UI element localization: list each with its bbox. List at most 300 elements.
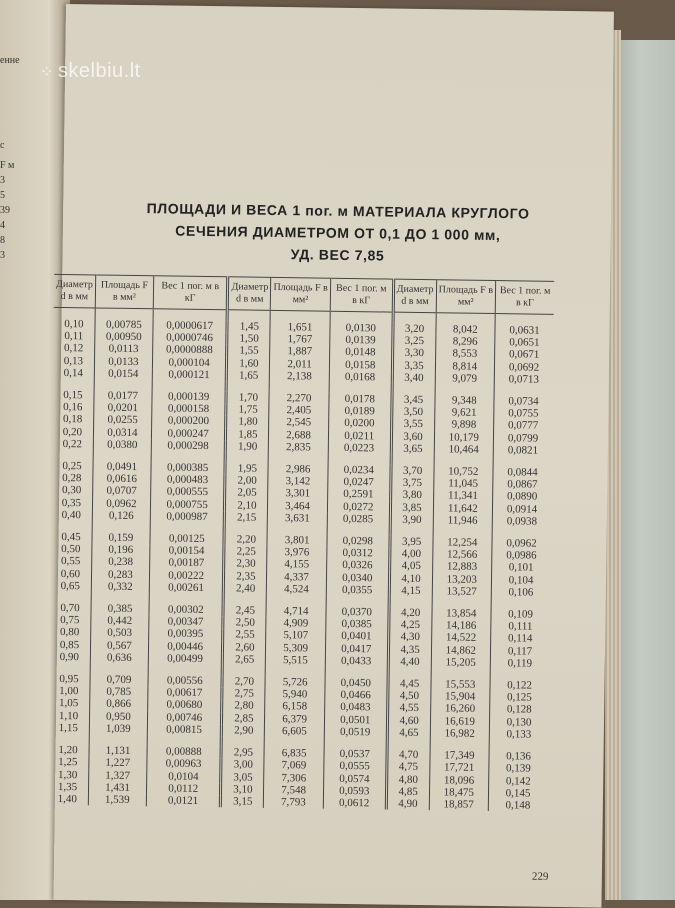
- cell-diameter: 1,20: [58, 744, 78, 757]
- cell-diameter: 3,65: [391, 442, 434, 455]
- cell-diameter: 3,95: [390, 536, 433, 549]
- cell-diameter: 1,55: [227, 345, 270, 358]
- cell-area: 4,909: [266, 617, 326, 630]
- cell-diameter: 0,40: [61, 508, 82, 522]
- cell-diameter: 0,80: [59, 626, 80, 639]
- cell-area: 5,309: [266, 642, 326, 655]
- spacer-cell: [393, 312, 436, 323]
- left-page-fragment: 5: [0, 190, 5, 201]
- cell-weight: 0,0417: [325, 642, 388, 655]
- cell-weight: 0,0555: [324, 760, 387, 773]
- title-line-1: ПЛОЩАДИ И ВЕСА 1 пог. м МАТЕРИАЛА КРУГЛОГО: [146, 200, 530, 222]
- spacer-cell: [390, 526, 433, 537]
- cell-weight: 0,109: [491, 608, 550, 621]
- cell-diameter: 0,10: [64, 318, 84, 331]
- cell-area: 16,619: [430, 715, 490, 728]
- cell-area: 1,227: [89, 757, 147, 770]
- cell-diameter: 0,50: [61, 543, 81, 556]
- cell-area: 0,0133: [94, 355, 152, 368]
- cell-weight: 0,00746: [147, 711, 222, 724]
- cell-area: 17,721: [429, 761, 489, 774]
- cell-weight: 0,0234: [328, 464, 391, 477]
- spacer-cell: [53, 379, 95, 390]
- cell-diameter: 0,12: [63, 342, 84, 355]
- cell-diameter: 1,50: [227, 332, 270, 345]
- cell-diameter: 0,16: [63, 401, 83, 414]
- header-area: Площадь F в мм²: [95, 275, 154, 309]
- header-weight: Вес 1 пог. м в кГ: [153, 276, 228, 310]
- cell-area: 8,553: [435, 348, 495, 361]
- cell-diameter: 4,45: [388, 678, 431, 691]
- cell-weight: 0,0537: [324, 748, 387, 761]
- header-weight: Вес 1 пог. м в кГ: [330, 278, 393, 312]
- left-page-fragment: 8: [0, 235, 5, 246]
- cell-area: 1,651: [270, 321, 330, 334]
- cell-diameter: 4,10: [389, 572, 432, 585]
- cell-weight: 0,119: [490, 657, 549, 670]
- cell-diameter: 0,30: [61, 484, 82, 497]
- cell-diameter: 4,90: [386, 797, 429, 810]
- cell-area: 9,898: [434, 419, 494, 432]
- cell-area: 6,605: [265, 725, 325, 738]
- cell-area: 0,785: [90, 686, 148, 699]
- cell-diameter: 3,35: [392, 359, 435, 372]
- spacer-cell: [50, 592, 92, 603]
- cell-diameter: 2,15: [225, 511, 268, 524]
- cell-weight: 0,101: [492, 561, 551, 574]
- cell-diameter: 1,25: [58, 756, 78, 769]
- cell-area: 14,862: [431, 644, 491, 657]
- cell-weight: 0,0223: [328, 442, 391, 455]
- cell-diameter: 0,95: [59, 673, 79, 686]
- cell-area: 3,301: [268, 487, 328, 500]
- cell-area: 3,631: [268, 512, 328, 525]
- cell-weight: 0,00680: [148, 699, 223, 712]
- cell-weight: 0,130: [490, 716, 549, 729]
- cell-area: 5,515: [266, 654, 326, 667]
- cell-weight: 0,0821: [493, 444, 552, 457]
- cell-weight: 0,0671: [495, 348, 554, 361]
- left-page-fragment: 4: [0, 220, 5, 231]
- cell-weight: 0,0200: [328, 417, 391, 430]
- cell-weight: 0,00888: [147, 745, 222, 758]
- cell-weight: 0,0285: [327, 513, 390, 526]
- cell-weight: 0,000298: [151, 439, 226, 452]
- cell-weight: 0,00222: [149, 569, 224, 582]
- cell-weight: 0,0938: [492, 515, 551, 528]
- cell-weight: 0,000987: [150, 510, 225, 523]
- cell-diameter: 3,15: [221, 795, 264, 808]
- cell-weight: 0,000385: [151, 461, 226, 474]
- cell-weight: 0,0734: [494, 395, 553, 408]
- cell-area: 2,545: [269, 416, 329, 429]
- cell-weight: 0,0211: [328, 429, 391, 442]
- spacer-cell: [48, 734, 90, 745]
- cell-area: 14,186: [431, 619, 491, 632]
- cell-weight: 0,0844: [493, 466, 552, 479]
- cell-diameter: 4,40: [388, 655, 431, 668]
- cell-diameter: 2,60: [223, 641, 266, 654]
- cell-weight: 0,114: [491, 632, 550, 645]
- cell-area: 13,854: [431, 607, 491, 620]
- cell-diameter: 4,60: [387, 714, 430, 727]
- cell-area: 2,688: [269, 428, 329, 441]
- cell-diameter: 0,35: [61, 496, 82, 509]
- cell-diameter: 3,60: [391, 430, 434, 443]
- cell-area: 0,196: [92, 544, 150, 557]
- cell-weight: 0,00815: [147, 723, 222, 736]
- cell-area: 8,814: [435, 360, 495, 373]
- cell-diameter: 2,20: [224, 533, 267, 546]
- cell-area: 13,203: [432, 573, 492, 586]
- cell-area: 9,079: [435, 372, 495, 385]
- cell-diameter: 2,35: [224, 570, 267, 583]
- cell-weight: 0,117: [491, 645, 550, 658]
- cell-weight: 0,00125: [150, 532, 225, 545]
- cell-area: 18,475: [429, 786, 489, 799]
- cell-diameter: 1,90: [226, 440, 269, 453]
- cell-diameter: 4,30: [388, 631, 431, 644]
- cell-weight: 0,00556: [148, 674, 223, 687]
- cell-weight: 0,0272: [327, 500, 390, 513]
- cell-diameter: 4,05: [389, 560, 432, 573]
- cell-diameter: 2,75: [222, 688, 265, 701]
- cell-area: 4,524: [267, 583, 327, 596]
- cell-diameter: 2,40: [224, 582, 267, 595]
- cell-area: 0,0491: [93, 460, 151, 473]
- spacer-cell: [223, 665, 266, 676]
- header-diameter: Диаметр d в мм: [228, 277, 271, 311]
- cell-area: 11,946: [433, 514, 493, 527]
- cell-area: 0,332: [91, 580, 149, 593]
- cell-diameter: 3,85: [390, 501, 433, 514]
- cell-weight: 0,0168: [329, 371, 392, 384]
- cell-area: 12,254: [432, 536, 492, 549]
- cell-area: 18,096: [429, 774, 489, 787]
- cell-weight: 0,0312: [327, 547, 390, 560]
- cell-weight: 0,0501: [324, 713, 387, 726]
- cell-diameter: 4,50: [387, 690, 430, 703]
- cell-weight: 0,0593: [323, 784, 386, 797]
- cell-diameter: 2,80: [222, 700, 265, 713]
- cell-area: 10,179: [434, 431, 494, 444]
- cell-diameter: 1,40: [57, 792, 78, 806]
- cell-diameter: 0,25: [62, 460, 82, 473]
- cell-area: 0,0380: [93, 438, 151, 451]
- cell-diameter: 1,70: [226, 391, 269, 404]
- cell-weight: 0,00617: [148, 686, 223, 699]
- cell-diameter: 4,20: [389, 607, 432, 620]
- cell-diameter: 3,20: [393, 323, 436, 336]
- cell-weight: 0,0713: [494, 373, 553, 386]
- cell-area: 15,904: [430, 690, 490, 703]
- cell-area: 0,950: [89, 710, 147, 723]
- cell-weight: 0,0914: [493, 503, 552, 516]
- cell-diameter: 0,28: [62, 472, 82, 485]
- cell-weight: 0,000483: [151, 473, 226, 486]
- cell-diameter: 2,85: [222, 712, 265, 725]
- cell-weight: 0,0867: [493, 478, 552, 491]
- table-body: [47, 307, 554, 812]
- cell-weight: 0,0000888: [153, 344, 228, 357]
- spacer-cell: [224, 594, 267, 605]
- title-line-2: СЕЧЕНИЯ ДИАМЕТРОМ ОТ 0,1 ДО 1 000 мм,: [175, 222, 501, 244]
- cell-weight: 0,000755: [150, 498, 225, 511]
- cell-area: 0,0113: [94, 343, 152, 356]
- cell-weight: 0,000121: [152, 368, 227, 381]
- cell-weight: 0,0326: [326, 559, 389, 572]
- cell-area: 12,883: [432, 561, 492, 574]
- spacer-cell: [388, 668, 431, 679]
- spacer-cell: [225, 523, 268, 534]
- cell-area: 0,709: [90, 673, 148, 686]
- cell-area: 0,0177: [94, 389, 152, 402]
- table-title: [102, 197, 573, 270]
- cell-weight: 0,104: [492, 574, 551, 587]
- cell-diameter: 4,00: [389, 548, 432, 561]
- cell-diameter: 4,80: [386, 773, 429, 786]
- cell-weight: 0,0466: [325, 689, 388, 702]
- cell-weight: 0,142: [489, 774, 548, 787]
- cell-weight: 0,00261: [149, 581, 224, 594]
- cell-area: 5,107: [266, 629, 326, 642]
- data-table: [47, 274, 554, 812]
- left-page-fragment: 39: [0, 205, 10, 216]
- cell-diameter: 0,13: [63, 354, 84, 367]
- cell-area: 3,142: [268, 475, 328, 488]
- header-weight: Вес 1 пог. м в кГ: [495, 281, 554, 315]
- cell-area: 7,069: [264, 759, 324, 772]
- cell-diameter: 1,85: [226, 428, 269, 441]
- cell-area: 13,527: [432, 585, 492, 598]
- cell-weight: 0,106: [491, 586, 550, 599]
- spacer-cell: [95, 308, 153, 319]
- cell-area: 7,548: [264, 784, 324, 797]
- cell-weight: 0,0483: [324, 701, 387, 714]
- cell-diameter: 1,10: [58, 709, 79, 722]
- cell-weight: 0,0139: [330, 334, 393, 347]
- cell-weight: 0,0986: [492, 549, 551, 562]
- cell-diameter: 2,65: [223, 653, 266, 666]
- cell-diameter: 1,15: [58, 721, 79, 735]
- cell-weight: 0,0962: [492, 537, 551, 550]
- cell-diameter: 0,75: [60, 614, 80, 627]
- cell-area: 18,857: [429, 798, 489, 811]
- cell-area: 2,405: [269, 404, 329, 417]
- spacer-cell: [222, 736, 265, 747]
- cell-weight: 0,00963: [147, 758, 222, 771]
- cell-area: 8,042: [435, 323, 495, 336]
- left-page-fragment: 3: [0, 175, 5, 186]
- cell-area: 0,0314: [93, 426, 151, 439]
- cell-weight: 0,0692: [495, 361, 554, 374]
- cell-diameter: 2,30: [224, 558, 267, 571]
- cell-diameter: 2,05: [225, 487, 268, 500]
- cell-diameter: 4,35: [388, 643, 431, 656]
- cell-diameter: 0,65: [60, 579, 81, 593]
- cell-diameter: 3,30: [392, 347, 435, 360]
- cell-weight: 0,0799: [494, 432, 553, 445]
- cell-diameter: 1,95: [225, 462, 268, 475]
- cell-weight: 0,128: [490, 703, 549, 716]
- cell-weight: 0,0148: [329, 346, 392, 359]
- cell-weight: 0,000555: [151, 486, 226, 499]
- cell-weight: 0,0355: [326, 584, 389, 597]
- cell-area: 4,337: [267, 571, 327, 584]
- cell-diameter: 2,70: [222, 675, 265, 688]
- cell-weight: 0,00446: [148, 640, 223, 653]
- left-page-fragment: енне: [0, 55, 20, 66]
- cell-diameter: 0,20: [62, 425, 83, 438]
- cell-diameter: 3,50: [391, 406, 434, 419]
- cell-diameter: 1,80: [226, 416, 269, 429]
- cell-weight: 0,00395: [149, 628, 224, 641]
- cell-weight: 0,00347: [149, 615, 224, 628]
- cell-weight: 0,0385: [326, 618, 389, 631]
- spacer-cell: [227, 381, 270, 392]
- cell-area: 16,260: [430, 703, 490, 716]
- cell-diameter: 0,90: [59, 650, 80, 664]
- cell-area: 11,642: [433, 502, 493, 515]
- cell-diameter: 1,65: [227, 369, 270, 382]
- header-diameter: Диаметр d в мм: [393, 279, 436, 313]
- cell-diameter: 2,00: [225, 475, 268, 488]
- cell-diameter: 1,30: [57, 768, 78, 781]
- cell-diameter: 4,55: [387, 702, 430, 715]
- left-page-fragment: F м: [0, 160, 15, 171]
- spacer-cell: [52, 450, 94, 461]
- cell-weight: 0,0158: [329, 358, 392, 371]
- cell-weight: 0,122: [490, 679, 549, 692]
- header-area: Площадь F в мм²: [436, 280, 496, 314]
- cell-diameter: 0,70: [60, 602, 80, 615]
- cell-weight: 0,0121: [146, 794, 221, 807]
- cell-area: 0,238: [92, 556, 150, 569]
- cell-weight: 0,136: [489, 750, 548, 763]
- spacer-cell: [495, 314, 554, 325]
- cell-diameter: 2,90: [222, 724, 265, 737]
- cell-area: 2,138: [270, 370, 330, 383]
- cell-area: 8,296: [435, 335, 495, 348]
- page-number: 229: [531, 870, 549, 883]
- cell-area: 16,982: [430, 727, 490, 740]
- cell-area: 15,553: [430, 678, 490, 691]
- cell-diameter: 4,65: [387, 726, 430, 739]
- cell-diameter: 4,75: [386, 761, 429, 774]
- cell-diameter: 1,75: [226, 403, 269, 416]
- header-area: Площадь F в мм²: [271, 277, 331, 311]
- cell-diameter: 0,22: [62, 437, 83, 451]
- cell-diameter: 4,85: [386, 785, 429, 798]
- cell-weight: 0,0112: [146, 782, 221, 795]
- spacer-cell: [228, 310, 271, 321]
- cell-weight: 0,0777: [494, 419, 553, 432]
- spacer-cell: [54, 307, 96, 318]
- header-diameter: Диаметр d в мм: [54, 274, 96, 308]
- spacer-cell: [436, 313, 496, 324]
- cell-area: 7,793: [264, 796, 324, 809]
- cell-area: 2,986: [268, 463, 328, 476]
- cell-diameter: 0,45: [61, 531, 81, 544]
- cell-weight: 0,000247: [151, 427, 226, 440]
- cell-weight: 0,133: [489, 728, 548, 741]
- cell-area: 6,158: [265, 700, 325, 713]
- book-page: [53, 4, 613, 908]
- cell-area: 3,801: [267, 534, 327, 547]
- cell-diameter: 1,35: [57, 780, 78, 793]
- cell-area: 1,431: [88, 781, 146, 794]
- cell-diameter: 1,60: [227, 357, 270, 370]
- cell-area: 1,039: [89, 722, 147, 735]
- cell-area: 2,835: [269, 441, 329, 454]
- cell-diameter: 3,00: [221, 759, 264, 772]
- cell-weight: 0,0370: [326, 606, 389, 619]
- left-page-fragment: 3: [0, 250, 5, 261]
- cell-diameter: 2,25: [224, 546, 267, 559]
- spacer-cell: [391, 455, 434, 466]
- cell-area: 0,442: [91, 615, 149, 628]
- cell-weight: 0,000200: [152, 415, 227, 428]
- cell-weight: 0,145: [489, 787, 548, 800]
- cell-diameter: 0,15: [63, 389, 83, 402]
- cell-area: 9,348: [434, 394, 494, 407]
- cell-weight: 0,0519: [324, 726, 387, 739]
- cell-weight: 0,0130: [330, 322, 393, 335]
- cell-area: 0,0201: [94, 402, 152, 415]
- watermark: [40, 60, 141, 83]
- title-line-3: УД. ВЕС 7,85: [290, 246, 385, 264]
- cell-weight: 0,00187: [150, 557, 225, 570]
- cell-diameter: 0,11: [64, 330, 84, 343]
- cell-area: 0,0255: [93, 414, 151, 427]
- cell-area: 10,752: [433, 465, 493, 478]
- cell-weight: 0,00302: [149, 603, 224, 616]
- cell-weight: 0,00154: [150, 544, 225, 557]
- cell-weight: 0,111: [491, 620, 550, 633]
- cell-weight: 0,0631: [495, 324, 554, 337]
- cell-weight: 0,00499: [148, 652, 223, 665]
- cell-diameter: 3,05: [221, 771, 264, 784]
- left-page-fragment: с: [0, 140, 5, 151]
- cell-diameter: 1,05: [58, 697, 79, 710]
- spacer-cell: [389, 597, 432, 608]
- cell-area: 9,621: [434, 406, 494, 419]
- cell-weight: 0,0000746: [153, 331, 228, 344]
- cell-area: 4,714: [266, 605, 326, 618]
- cell-diameter: 3,75: [390, 477, 433, 490]
- cell-area: 1,131: [89, 744, 147, 757]
- cell-area: 1,887: [270, 345, 330, 358]
- cell-area: 11,045: [433, 477, 493, 490]
- cell-area: 0,0962: [92, 497, 150, 510]
- cell-area: 5,940: [265, 688, 325, 701]
- cell-diameter: 3,80: [390, 489, 433, 502]
- cell-diameter: 4,70: [387, 749, 430, 762]
- spacer-cell: [49, 663, 91, 674]
- cell-weight: 0,0574: [324, 772, 387, 785]
- cell-diameter: 0,55: [60, 555, 81, 568]
- spacer-cell: [51, 521, 93, 532]
- cell-diameter: 3,25: [392, 335, 435, 348]
- cell-diameter: 3,55: [391, 418, 434, 431]
- cell-area: 2,011: [270, 357, 330, 370]
- cell-area: 0,0616: [93, 473, 151, 486]
- cell-area: 5,726: [265, 676, 325, 689]
- cell-area: 1,767: [270, 333, 330, 346]
- cell-area: 3,976: [267, 546, 327, 559]
- cell-weight: 0,139: [489, 762, 548, 775]
- cell-weight: 0,000139: [152, 390, 227, 403]
